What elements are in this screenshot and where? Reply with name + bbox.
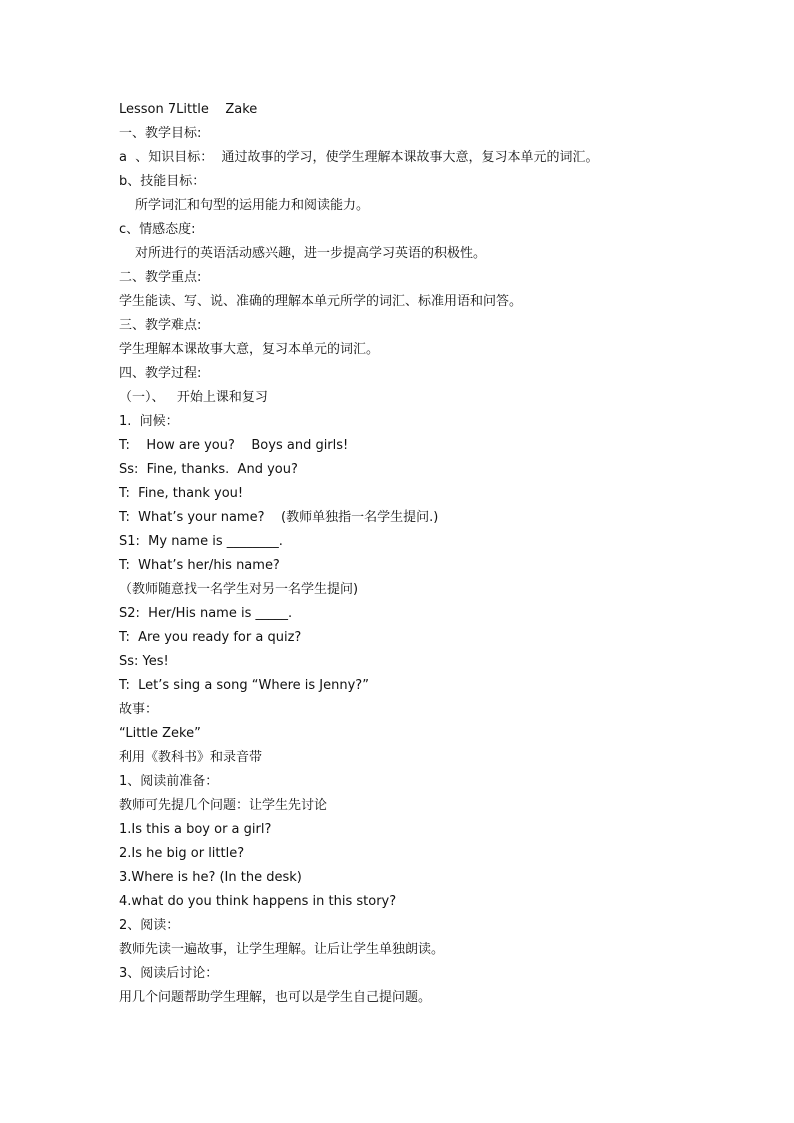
difficulties-text: 学生理解本课故事大意，复习本单元的词汇。 <box>119 342 380 357</box>
story-heading: 故事： <box>119 702 159 717</box>
document-body <box>119 98 679 1010</box>
section-heading-process: 四、教学过程: <box>119 366 202 381</box>
question-item: 2.Is he big or little? <box>119 846 245 861</box>
knowledge-objective: a 、知识目标： 通过故事的学习，使学生理解本课故事大意，复习本单元的词汇。 <box>119 150 599 165</box>
dialogue-line: T: Let’s sing a song “Where is Jenny?” <box>119 678 369 693</box>
question-item: 3.Where is he? (In the desk) <box>119 870 302 885</box>
materials-line: 利用《教科书》和录音带 <box>119 750 263 765</box>
dialogue-line: T: What’s your name? (教师单独指一名学生提问.) <box>119 510 439 525</box>
reading-instruction: 教师先读一遍故事，让学生理解。让后让学生单独朗读。 <box>119 942 445 957</box>
dialogue-line: T: How are you? Boys and girls! <box>119 438 349 453</box>
process-step-one-heading: （一）、 开始上课和复习 <box>119 390 268 405</box>
dialogue-line: Ss: Yes! <box>119 654 169 669</box>
key-points-text: 学生能读、写、说、准确的理解本单元所学的词汇、标准用语和问答。 <box>119 294 523 309</box>
question-item: 4.what do you think happens in this story? <box>119 894 397 909</box>
question-item: 1.Is this a boy or a girl? <box>119 822 272 837</box>
attitude-objective-text: 对所进行的英语活动感兴趣，进一步提高学习英语的积极性。 <box>135 246 487 261</box>
story-title: “Little Zeke” <box>119 726 201 741</box>
skill-objective-heading: b、技能目标： <box>119 174 206 189</box>
post-reading-heading: 3、阅读后讨论： <box>119 966 219 981</box>
greeting-heading: 1. 问候： <box>119 414 179 429</box>
dialogue-line: S1: My name is ________. <box>119 534 283 549</box>
dialogue-line: T: Fine, thank you! <box>119 486 244 501</box>
dialogue-line: T: What’s her/his name? <box>119 558 280 573</box>
section-heading-objectives: 一、教学目标: <box>119 126 202 141</box>
dialogue-line: Ss: Fine, thanks. And you? <box>119 462 298 477</box>
section-heading-difficulties: 三、教学难点: <box>119 318 202 333</box>
section-heading-key-points: 二、教学重点: <box>119 270 202 285</box>
dialogue-line: S2: Her/His name is _____. <box>119 606 293 621</box>
teacher-note: （教师随意找一名学生对另一名学生提问) <box>119 582 359 597</box>
attitude-objective-heading: c、情感态度: <box>119 222 196 237</box>
lesson-title: Lesson 7Little Zake <box>119 102 258 117</box>
dialogue-line: T: Are you ready for a quiz? <box>119 630 302 645</box>
reading-heading: 2、阅读： <box>119 918 180 933</box>
skill-objective-text: 所学词汇和句型的运用能力和阅读能力。 <box>135 198 370 213</box>
pre-reading-instruction: 教师可先提几个问题：让学生先讨论 <box>119 798 328 813</box>
pre-reading-heading: 1、阅读前准备： <box>119 774 219 789</box>
post-reading-instruction: 用几个问题帮助学生理解，也可以是学生自己提问题。 <box>119 990 432 1005</box>
